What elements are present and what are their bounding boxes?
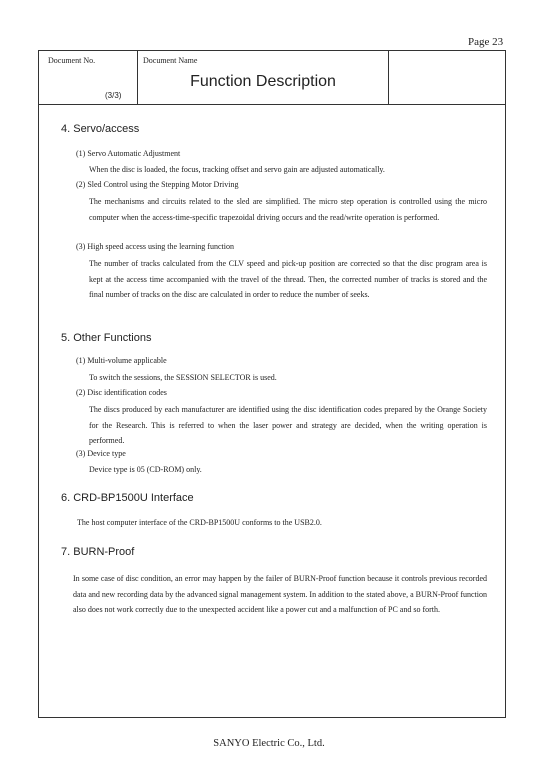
item-text: Device type is 05 (CD-ROM) only. [89, 465, 202, 474]
item-label: (1) Multi-volume applicable [76, 356, 167, 365]
item-text: To switch the sessions, the SESSION SELECTOR is used. [89, 373, 277, 382]
item-text: When the disc is loaded, the focus, tracking offset and servo gain are adjusted automatically. [89, 165, 385, 174]
item-label: (1) Servo Automatic Adjustment [76, 149, 181, 158]
doc-name-label: Document Name [143, 56, 198, 65]
page-number: Page 23 [468, 36, 504, 48]
section-title-servo: 4. Servo/access [61, 123, 140, 135]
doc-number-label: Document No. [48, 56, 96, 65]
item-label: (3) Device type [76, 449, 126, 458]
item-text: The discs produced by each manufacturer are identified using the disc identification codes prepared by the Orange Society for the Research. This is referred to when the laser power and strategy are decided, when the writing operation is performed. [89, 405, 487, 445]
section-title-burn-proof: 7. BURN-Proof [61, 546, 135, 558]
section-text: The host computer interface of the CRD-BP1500U conforms to the USB2.0. [77, 518, 322, 527]
doc-number-cell [39, 51, 138, 104]
doc-name-cell [138, 51, 389, 104]
document-header [39, 51, 505, 105]
document-frame [38, 50, 506, 718]
section-title-other-functions: 5. Other Functions [61, 332, 152, 344]
item-text: The number of tracks calculated from the CLV speed and pick-up position are corrected so that the disc program area is kept at the access time accompanied with the travel of the thread. Then, the corrected number of tracks is stored and the final number of tracks on the disc are calculated in order to reduce the number of seeks. [89, 259, 487, 299]
item-label: (2) Sled Control using the Stepping Motor Driving [76, 180, 239, 189]
footer-company: SANYO Electric Co., Ltd. [213, 738, 325, 749]
item-text: The mechanisms and circuits related to the sled are simplified. The micro step operation is controlled using the micro computer when the access-time-specific trapezoidal driving occurs and the read/write operation is performed. [89, 197, 487, 222]
doc-number-value: (3/3) [105, 91, 122, 100]
section-text: In some case of disc condition, an error may happen by the failer of BURN-Proof function because it controls previous recorded data and new recording data by the advanced signal management system. In addition to the stated above, a BURN-Proof function also does not work correctly due to the unexpected accident like a power cut and a malfunction of PC and so forth. [73, 574, 487, 614]
item-label: (2) Disc identification codes [76, 388, 167, 397]
section-title-interface: 6. CRD-BP1500U Interface [61, 492, 194, 504]
doc-title: Function Description [190, 73, 336, 90]
item-label: (3) High speed access using the learning function [76, 242, 234, 251]
